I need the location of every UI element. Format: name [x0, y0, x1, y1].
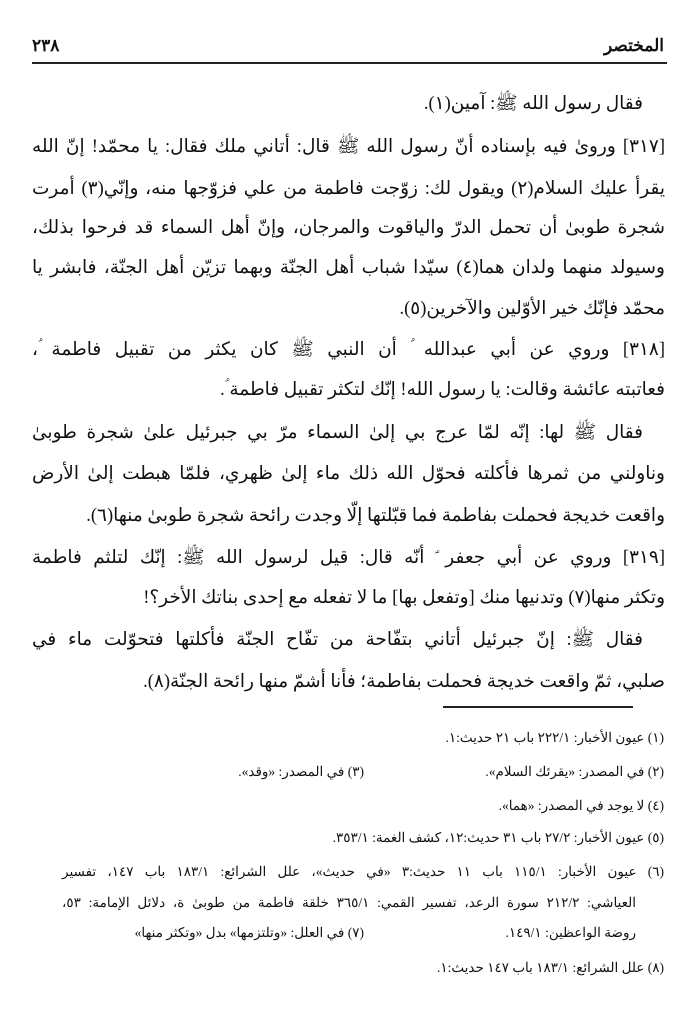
footnote-5: (٥) عيون الأخبار: ٢٧/٢ باب ٣١ حديث:١٢، كشف الغمة: ٣٥٣/١. — [332, 830, 664, 845]
text-line: وناولني من ثمرها فأكلته فحوّل الله ذلك ماء إلىٰ ظهري، فلمّا هبطت إلىٰ الأرض — [32, 464, 665, 484]
text-line: فقال ﷺ: إنّ جبرئيل أتاني بتفّاحة من تفّاح الجنّة فأكلتها فتحوّلت ماء في — [32, 630, 643, 650]
footnote-6: (٦) عيون الأخبار: ١١٥/١ باب ١١ حديث:٣ «في حديث»، علل الشرائع: ١٨٣/١ باب ١٤٧، تفسير — [62, 864, 664, 879]
running-header-title: المختصر — [604, 36, 664, 56]
text-line: يقرأ عليك السلام(٢) ويقول لك: زوّجت فاطمة من علي فزوّجها منه، وإنّي(٣) أمرت — [32, 179, 665, 199]
text-line: وتكثر منها(٧) وتدنيها منك [وتفعل بها] ما لا تفعله مع إحدى بناتك الأخر؟! — [143, 588, 665, 608]
text-line: فقال رسول الله ﷺ: آمين(١). — [423, 94, 643, 114]
footnote-6-cont: روضة الواعظين: ١٤٩/١. — [505, 925, 636, 940]
text-line: فعاتبته عائشة وقالت: يا رسول الله! إنّك لتكثر تقبيل فاطمة ؑ. — [220, 380, 665, 400]
text-line: [٣١٨] وروي عن أبي عبدالله ؑ أن النبي ﷺ كان يكثر من تقبيل فاطمة ؑ، — [32, 340, 665, 360]
footnote-3: (٣) في المصدر: «وقد». — [238, 764, 364, 779]
footnote-6-cont: العياشي: ٢١٢/٢ سورة الرعد، تفسير القمي: ٣٦٥/١ خلقة فاطمة من طوبىٰ ة، دلائل الإمامة: ٥٣، — [62, 895, 637, 910]
text-line: [٣١٧] وروىٰ فيه بإسناده أنّ رسول الله ﷺ قال: أتاني ملك فقال: يا محمّد! إنّ الله — [32, 137, 665, 157]
header-rule — [32, 62, 667, 64]
text-line: محمّد فإنّك خير الأوّلين والآخرين(٥). — [399, 299, 665, 319]
footnote-rule — [443, 706, 633, 708]
footnote-8: (٨) علل الشرائع: ١٨٣/١ باب ١٤٧ حديث:١. — [436, 960, 664, 975]
footnote-1: (١) عيون الأخبار: ٢٢٢/١ باب ٢١ حديث:١. — [445, 730, 664, 745]
text-line: [٣١٩] وروي عن أبي جعفر ؑ أنّه قال: قيل لرسول الله ﷺ: إنّك لتلثم فاطمة — [32, 548, 665, 568]
text-line: فقال ﷺ لها: إنّه لمّا عرج بي إلىٰ السماء مرّ بي جبرئيل علىٰ شجرة طوبىٰ — [32, 423, 643, 443]
text-line: شجرة طوبىٰ أن تحمل الدرّ والياقوت والمرجان، وإنّ أهل السماء قد فرحوا بذلك، — [32, 218, 665, 238]
page-number: ٢٣٨ — [32, 36, 60, 56]
footnote-2: (٢) في المصدر: «يقرئك السلام». — [485, 764, 664, 779]
footnote-7: (٧) في العلل: «وتلتزمها» بدل «وتكثر منها» — [134, 925, 364, 940]
text-line: صلبي، ثمّ واقعت خديجة فحملت بفاطمة؛ فأنا أشمّ منها رائحة الجنّة(٨). — [143, 672, 665, 692]
footnote-4: (٤) لا يوجد في المصدر: «هما». — [498, 798, 664, 813]
text-line: وسيولد منهما ولدان هما(٤) سيّدا شباب أهل الجنّة وبهما تزيّن أهل الجنّة، فابشر يا — [32, 258, 665, 278]
text-line: واقعت خديجة فحملت بفاطمة فما قبّلتها إلّا وجدت رائحة شجرة طوبىٰ منها(٦). — [86, 506, 665, 526]
